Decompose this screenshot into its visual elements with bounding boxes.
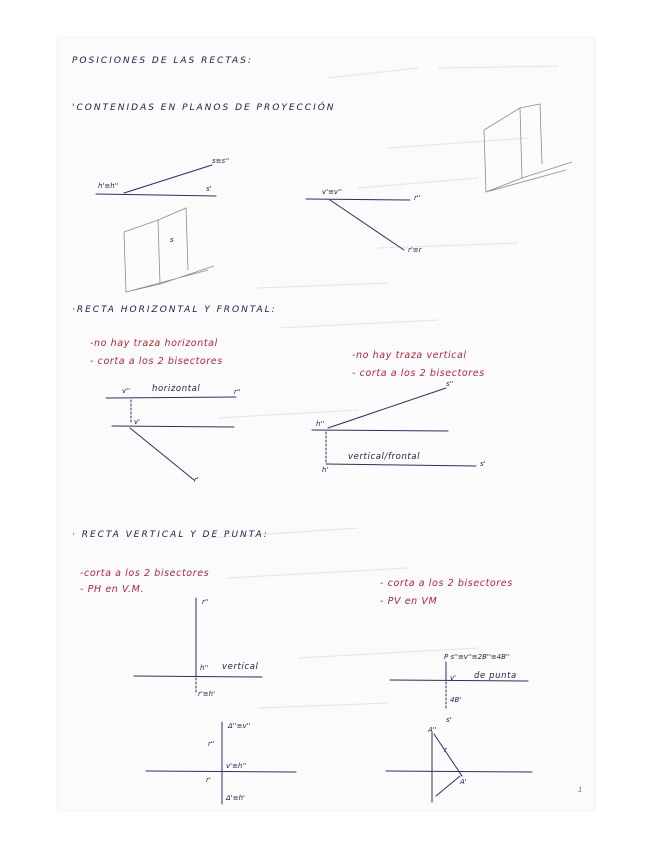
- label-r-end: r'≡r: [408, 246, 422, 254]
- label-vertical-lower-vrh: v'≡h'': [226, 762, 247, 770]
- label-frontal-s-pp: s'': [446, 380, 454, 388]
- ground-line-1: [96, 194, 216, 196]
- s-line: [124, 165, 212, 193]
- label-punta-ab: 4B': [450, 696, 462, 704]
- plane-sketch-right: [484, 104, 572, 192]
- ground-line-4: [312, 430, 448, 431]
- label-v: v'≡v'': [322, 188, 342, 196]
- label-frontal-h-p: h': [322, 466, 329, 474]
- frontal-s-p: [326, 464, 476, 466]
- horizontal-note-1: -no hay traza horizontal: [90, 338, 218, 349]
- label-punta-top: P s''≡v''≡2B''≡4B'': [444, 653, 510, 661]
- label-vertical-lower-r-pp: r'': [208, 740, 215, 748]
- label-s-top: s≡s'': [212, 157, 230, 165]
- label-s-prime: s': [206, 185, 212, 193]
- label-punta-lower-a-p: A': [460, 778, 467, 786]
- section-heading-contained: 'CONTENIDAS EN PLANOS DE PROYECCIÓN: [72, 103, 336, 113]
- label-horizontal-v-p: v': [134, 418, 141, 426]
- ground-line-5: [134, 676, 262, 677]
- label-punta-lower-a-pp: A'': [428, 726, 437, 734]
- plane-sketch-left: [124, 208, 214, 292]
- punta-lower-diag2: [436, 776, 460, 796]
- vertical-note-1: -corta a los 2 bisectores: [80, 568, 210, 579]
- page-title: POSICIONES DE LAS RECTAS:: [72, 56, 253, 66]
- ground-line-2: [306, 199, 410, 200]
- label-h-left: h'≡h'': [98, 182, 119, 190]
- label-r-pp: r'': [414, 194, 421, 202]
- punta-note-2: - PV en VM: [380, 596, 438, 607]
- horizontal-r-p: [130, 428, 194, 480]
- frontal-note-2: - corta a los 2 bisectores: [352, 368, 485, 379]
- label-vertical-h-pp: h'': [200, 664, 209, 672]
- label-vertical-lower-r-p: r': [206, 776, 211, 784]
- label-frontal-word: vertical/frontal: [348, 452, 421, 462]
- label-vertical-r-pp: r'': [202, 598, 209, 606]
- label-vertical-rh: r'≡h': [198, 690, 216, 698]
- punta-note-1: - corta a los 2 bisectores: [380, 578, 513, 589]
- section-heading-vertical-punta: · RECTA VERTICAL Y DE PUNTA:: [72, 530, 269, 540]
- label-horizontal-r-p: r': [194, 476, 199, 484]
- ground-line-3: [112, 426, 234, 427]
- label-punta-word: de punta: [474, 671, 517, 681]
- label-frontal-h-pp: h'': [316, 420, 325, 428]
- frontal-s-pp: [328, 388, 446, 428]
- label-horizontal-v-pp: v'': [122, 387, 130, 395]
- punta-lower-diag: [434, 734, 462, 776]
- section-heading-horizontal-frontal: ·RECTA HORIZONTAL Y FRONTAL:: [72, 305, 277, 315]
- horizontal-r-pp: [106, 397, 236, 398]
- page-number: 1: [578, 786, 583, 794]
- label-vertical-lower-delta: Δ''≡v'': [228, 722, 251, 730]
- label-vertical-lower-delta-p: Δ'≡h': [226, 794, 245, 802]
- label-punta-v-p: v': [450, 674, 457, 682]
- vertical-note-2: - PH en V.M.: [80, 584, 145, 595]
- label-horizontal-word: horizontal: [152, 384, 201, 394]
- label-s-plane: s: [170, 236, 174, 244]
- label-vertical-word: vertical: [222, 662, 259, 672]
- r-line: [330, 200, 404, 250]
- frontal-note-1: -no hay traza vertical: [352, 350, 467, 361]
- label-frontal-s-p: s': [480, 460, 486, 468]
- label-horizontal-r-pp: r'': [234, 388, 241, 396]
- horizontal-note-2: - corta a los 2 bisectores: [90, 356, 223, 367]
- label-punta-lower-r: r: [444, 746, 447, 754]
- label-punta-s-p: s': [446, 716, 452, 724]
- ground-line-6: [146, 771, 296, 772]
